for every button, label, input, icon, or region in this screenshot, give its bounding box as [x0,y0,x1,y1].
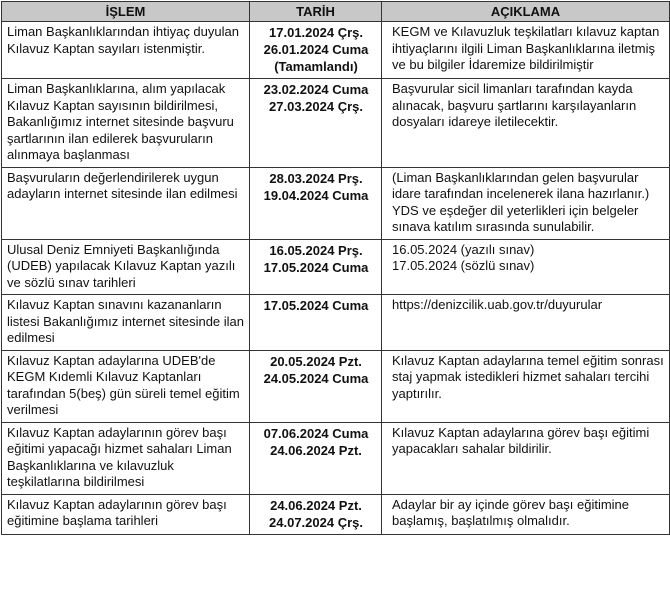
description-line: Kılavuz Kaptan adaylarına temel eğitim sonrası staj yapmak istedikleri hizmet sahaları tercihi yaptırılır. [392,352,664,401]
cell-islem: Kılavuz Kaptan adaylarının görev başı eğitimi yapacağı hizmet sahaları Liman Başkanlıklarına ve kılavuzluk teşkilatlarına bildirilmesi [2,422,250,494]
date-line: 20.05.2024 Pzt. [270,353,362,369]
description-line: Başvurular sicil limanları tarafından kayda alınacak, başvuru şartlarını karşılayanların dosyaları idareye iletilecektir. [392,81,637,129]
cell-islem: Başvuruların değerlendirilerek uygun adayların internet sitesinde ilan edilmesi [2,167,250,239]
cell-aciklama [382,422,670,494]
date-line: 23.02.2024 Cuma [263,82,369,97]
date-line: 24.05.2024 Cuma [263,370,369,386]
cell-tarih [250,167,382,239]
description-line: https://denizcilik.uab.gov.tr/duyurular [392,297,603,312]
table-row [2,422,670,494]
header-tarih: TARİH [250,2,382,22]
cell-islem: Kılavuz Kaptan adaylarının görev başı eğitimine başlama tarihleri [2,494,250,534]
cell-tarih [250,22,382,79]
date-line: (Tamamlandı) [274,59,358,74]
header-aciklama: AÇIKLAMA [382,2,670,22]
description-line: 16.05.2024 (yazılı sınav) [392,241,535,257]
cell-tarih [250,350,382,422]
cell-islem: Kılavuz Kaptan sınavını kazananların listesi Bakanlığımız internet sitesinde ilan edilmesi [2,295,250,351]
cell-tarih [250,79,382,168]
header-islem: İŞLEM [2,2,250,22]
cell-tarih [250,422,382,494]
schedule-table [1,1,670,535]
date-line: 07.06.2024 Cuma [263,425,369,441]
date-line: 24.06.2024 Pzt. [270,497,362,513]
cell-tarih [250,494,382,534]
table-row [2,494,670,534]
date-line: 26.01.2024 Cuma [263,42,369,57]
cell-aciklama [382,22,670,79]
cell-islem: Liman Başkanlıklarından ihtiyaç duyulan Kılavuz Kaptan sayıları istenmiştir. [2,22,250,79]
description-line: KEGM ve Kılavuzluk teşkilatları kılavuz kaptan ihtiyaçlarını ilgili Liman Başkanlıklarına iletmiş ve bu bilgiler İdaremize bildirilmiştir [392,24,660,72]
cell-islem: Liman Başkanlıklarına, alım yapılacak Kılavuz Kaptan sayısının bildirilmesi, Bakanlığımız internet sitesinde başvuru şartlarının ilan edilerek başvuruların alınmaya başlanması [2,79,250,168]
cell-aciklama [382,350,670,422]
cell-aciklama [382,295,670,351]
table-row [2,79,670,168]
cell-tarih [250,239,382,295]
date-line: 17.01.2024 Çrş. [269,25,363,40]
date-line: 27.03.2024 Çrş. [269,99,363,114]
cell-aciklama [382,167,670,239]
description-line: Kılavuz Kaptan adaylarına görev başı eğitimi yapacakları sahalar bildirilir. [392,424,650,456]
cell-aciklama [382,239,670,295]
cell-islem: Ulusal Deniz Emniyeti Başkanlığında (UDEB) yapılacak Kılavuz Kaptan yazılı ve sözlü sınav tarihleri [2,239,250,295]
description-line: YDS ve eşdeğer dil yeterlikleri için belgeler sınava katılım sırasında sunulabilir. [392,202,639,234]
cell-aciklama [382,79,670,168]
date-line: 24.06.2024 Pzt. [270,442,362,458]
table-row [2,167,670,239]
date-line: 17.05.2024 Cuma [263,298,369,313]
header-row [2,2,670,22]
description-line: (Liman Başkanlıklarından gelen başvurular idare tarafından incelenerek ilana hazırlanır.) [392,169,650,201]
cell-aciklama [382,494,670,534]
cell-islem: Kılavuz Kaptan adaylarına UDEB'de KEGM Kıdemli Kılavuz Kaptanları tarafından 5(beş) gün süreli temel eğitim verilmesi [2,350,250,422]
table-row [2,22,670,79]
description-line: 17.05.2024 (sözlü sınav) [392,258,535,273]
table-row [2,239,670,295]
date-line: 17.05.2024 Cuma [263,259,369,275]
cell-tarih [250,295,382,351]
table-row [2,350,670,422]
date-line: 28.03.2024 Prş. [269,170,363,186]
description-line: Adaylar bir ay içinde görev başı eğitimine başlamış, başlatılmış olmalıdır. [392,496,630,528]
table-row [2,295,670,351]
date-line: 24.07.2024 Çrş. [269,514,363,530]
date-line: 16.05.2024 Prş. [269,242,363,258]
table-body [2,22,670,535]
date-line: 19.04.2024 Cuma [263,187,369,203]
